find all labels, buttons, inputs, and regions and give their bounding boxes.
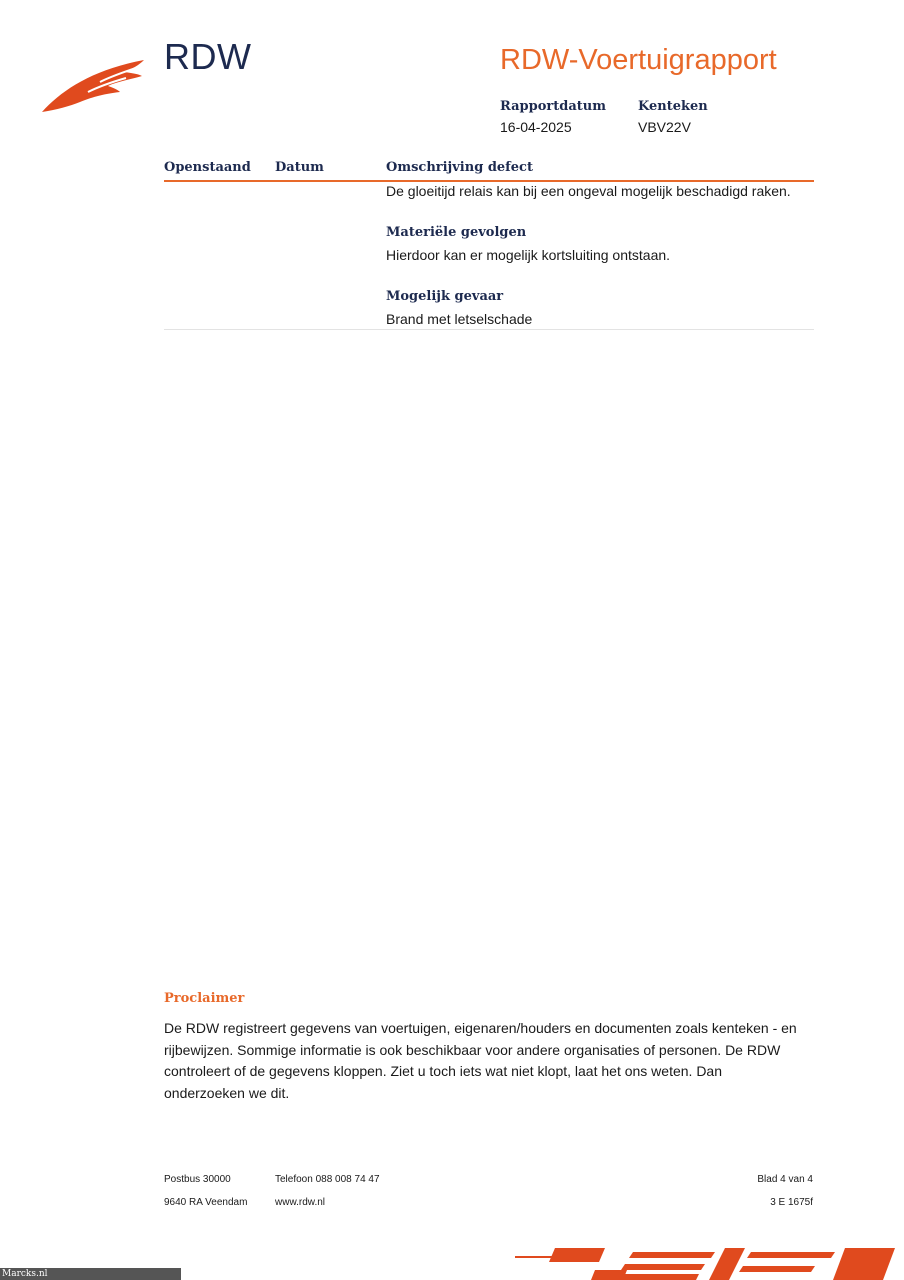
rdw-logo-feather-icon bbox=[40, 56, 150, 114]
danger-text: Brand met letselschade bbox=[386, 311, 533, 327]
plate-value: VBV22V bbox=[638, 119, 691, 135]
footer-website-link[interactable]: www.rdw.nl bbox=[275, 1197, 326, 1208]
danger-heading: Mogelijk gevaar bbox=[386, 289, 504, 304]
proclaimer-heading: Proclaimer bbox=[164, 991, 245, 1006]
footer-phone: Telefoon 088 008 74 47 bbox=[275, 1174, 380, 1185]
plate-label: Kenteken bbox=[638, 99, 708, 114]
footer-page-number: Blad 4 van 4 bbox=[757, 1174, 813, 1185]
column-header-openstaand: Openstaand bbox=[164, 160, 251, 175]
footer-city: 9640 RA Veendam bbox=[164, 1197, 248, 1208]
consequences-text: Hierdoor kan er mogelijk kortsluiting ontstaan. bbox=[386, 247, 671, 263]
decorative-stripes-icon bbox=[515, 1244, 904, 1280]
proclaimer-text: De RDW registreert gegevens van voertuigen, eigenaren/houders en documenten zoals kenteken - en rijbewijzen. Sommige informatie is ook beschikbaar voor andere organisaties of personen. De RDW controleert of de gegevens kloppen. Ziet u toch iets wat niet klopt, laat het ons weten. Dan onderzoeken we dit. bbox=[164, 1020, 797, 1101]
defect-description: De gloeitijd relais kan bij een ongeval mogelijk beschadigd raken. bbox=[386, 183, 791, 199]
rdw-logo-text: RDW bbox=[164, 36, 252, 77]
consequences-heading: Materiële gevolgen bbox=[386, 225, 527, 240]
footer-document-code: 3 E 1675f bbox=[770, 1197, 813, 1208]
corner-watermark-tag: Marcks.nl bbox=[0, 1268, 181, 1280]
footer-postbus: Postbus 30000 bbox=[164, 1174, 231, 1185]
report-date-label: Rapportdatum bbox=[500, 99, 606, 114]
table-header-rule bbox=[164, 180, 814, 182]
report-date-value: 16-04-2025 bbox=[500, 119, 572, 135]
column-header-omschrijving: Omschrijving defect bbox=[386, 160, 533, 175]
table-row-rule bbox=[164, 329, 814, 330]
column-header-datum: Datum bbox=[275, 160, 324, 175]
report-title: RDW-Voertuigrapport bbox=[500, 44, 777, 76]
